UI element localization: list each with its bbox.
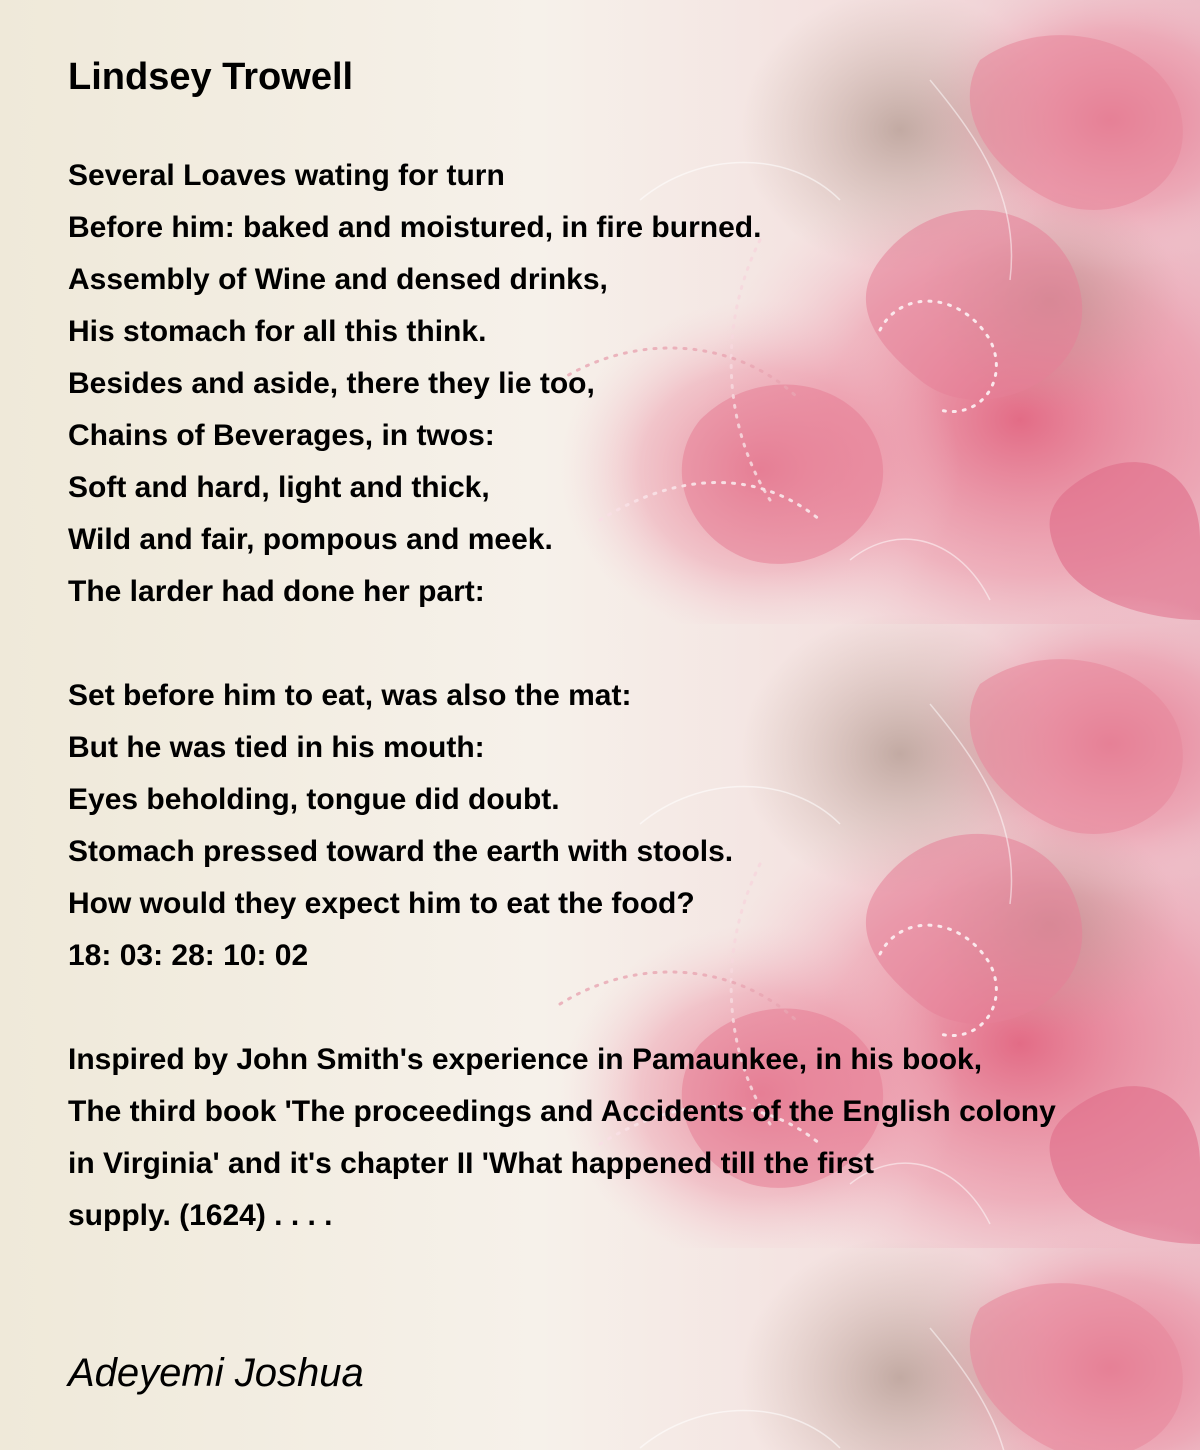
poem-line: Several Loaves wating for turn	[68, 159, 505, 192]
poem-line: Soft and hard, light and thick,	[68, 471, 490, 504]
stanza-2	[68, 670, 1178, 982]
stanza-break	[68, 618, 1178, 670]
poem-line: Wild and fair, pompous and meek.	[68, 523, 553, 556]
stanza-3-note	[68, 1034, 1178, 1242]
poem-line: Inspired by John Smith's experience in Pamaunkee, in his book,	[68, 1043, 983, 1076]
poem-line: Besides and aside, there they lie too,	[68, 367, 595, 400]
poem-line: The third book 'The proceedings and Accidents of the English colony	[68, 1095, 1056, 1128]
poem-line: But he was tied in his mouth:	[68, 731, 485, 764]
poem-line: 18: 03: 28: 10: 02	[68, 939, 309, 972]
poem-line: How would they expect him to eat the food?	[68, 887, 695, 920]
poem-line: Assembly of Wine and densed drinks,	[68, 263, 608, 296]
poem-line: Before him: baked and moistured, in fire burned.	[68, 211, 762, 244]
poem-line: in Virginia' and it's chapter II 'What happened till the first	[68, 1147, 874, 1180]
poem-line: Chains of Beverages, in twos:	[68, 419, 495, 452]
poem-line: Stomach pressed toward the earth with stools.	[68, 835, 734, 868]
poem-line: His stomach for all this think.	[68, 315, 487, 348]
poem-title: Lindsey Trowell	[68, 56, 354, 98]
poem-body	[68, 150, 1178, 1242]
stanza-1	[68, 150, 1178, 618]
poem-line: The larder had done her part:	[68, 575, 485, 608]
poem-line: supply. (1624) . . . .	[68, 1199, 333, 1232]
stanza-break	[68, 982, 1178, 1034]
poem-line: Eyes beholding, tongue did doubt.	[68, 783, 560, 816]
poem-line: Set before him to eat, was also the mat:	[68, 679, 632, 712]
poem-author: Adeyemi Joshua	[68, 1351, 364, 1395]
